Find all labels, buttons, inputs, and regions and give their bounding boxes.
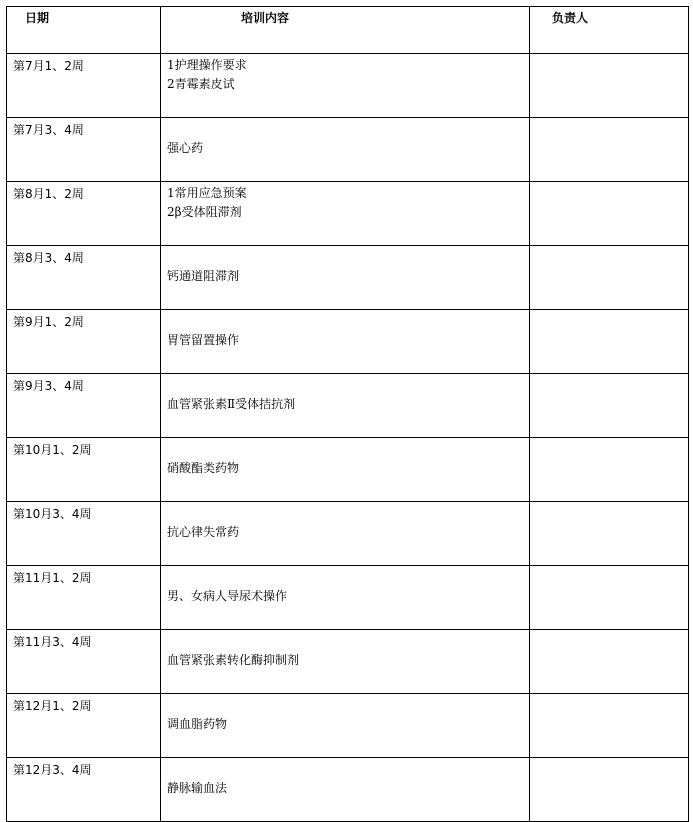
table-row (7, 54, 689, 118)
date-cell: 第10月3、4周 (7, 502, 161, 566)
date-cell: 第11月3、4周 (7, 630, 161, 694)
table-row (7, 374, 689, 438)
date-cell: 第7月3、4周 (7, 118, 161, 182)
date-cell: 第12月1、2周 (7, 694, 161, 758)
training-content (167, 54, 529, 94)
training-content (167, 758, 529, 798)
training-content-cell (161, 502, 530, 566)
header-owner: 负责人 (530, 7, 689, 54)
owner-cell (530, 374, 689, 438)
date-cell: 第9月3、4周 (7, 374, 161, 438)
owner-cell (530, 566, 689, 630)
date-cell: 第8月1、2周 (7, 182, 161, 246)
training-content (167, 630, 529, 670)
owner-cell (530, 118, 689, 182)
date-cell: 第11月1、2周 (7, 566, 161, 630)
training-content-line: 胃管留置操作 (167, 333, 240, 347)
owner-cell (530, 182, 689, 246)
owner-cell (530, 310, 689, 374)
training-content-line: 2青霉素皮试 (167, 77, 235, 91)
owner-cell (530, 502, 689, 566)
training-content-cell (161, 118, 530, 182)
training-content-line: 硝酸酯类药物 (167, 461, 240, 475)
owner-cell (530, 54, 689, 118)
training-content-line: 1护理操作要求 (167, 58, 247, 72)
owner-cell (530, 630, 689, 694)
training-content (167, 310, 529, 350)
training-content-cell (161, 694, 530, 758)
training-content-cell (161, 374, 530, 438)
table-row (7, 694, 689, 758)
training-content-line: 男、女病人导尿术操作 (167, 589, 288, 603)
training-content (167, 374, 529, 414)
table-body (7, 54, 689, 822)
training-content-cell (161, 182, 530, 246)
training-content (167, 118, 529, 158)
training-content-line: 调血脂药物 (167, 717, 228, 731)
table-row (7, 246, 689, 310)
training-content-cell (161, 246, 530, 310)
training-schedule-table (6, 6, 689, 822)
table-row (7, 566, 689, 630)
header-date: 日期 (7, 7, 161, 54)
owner-cell (530, 694, 689, 758)
date-cell: 第12月3、4周 (7, 758, 161, 822)
training-content-cell (161, 310, 530, 374)
table-header-row (7, 7, 689, 54)
training-content-line: 钙通道阻滞剂 (167, 269, 240, 283)
table-row (7, 118, 689, 182)
date-cell: 第7月1、2周 (7, 54, 161, 118)
training-content-line: 2β受体阻滞剂 (167, 205, 242, 219)
owner-cell (530, 246, 689, 310)
training-content-cell (161, 54, 530, 118)
table-row (7, 438, 689, 502)
training-content (167, 182, 529, 222)
owner-cell (530, 438, 689, 502)
training-content (167, 694, 529, 734)
training-content-line: 血管紧张素Ⅱ受体拮抗剂 (167, 397, 296, 411)
table-row (7, 502, 689, 566)
training-content-cell (161, 566, 530, 630)
table-row (7, 182, 689, 246)
table-row (7, 310, 689, 374)
date-cell: 第9月1、2周 (7, 310, 161, 374)
training-content (167, 246, 529, 286)
training-content (167, 438, 529, 478)
training-content-cell (161, 630, 530, 694)
training-content (167, 566, 529, 606)
training-content-cell (161, 758, 530, 822)
table-row (7, 630, 689, 694)
training-content-line: 强心药 (167, 141, 204, 155)
header-content: 培训内容 (161, 7, 530, 54)
date-cell: 第10月1、2周 (7, 438, 161, 502)
training-content-line: 血管紧张素转化酶抑制剂 (167, 653, 300, 667)
table-row (7, 758, 689, 822)
training-content (167, 502, 529, 542)
training-content-line: 1常用应急预案 (167, 186, 247, 200)
training-content-line: 静脉输血法 (167, 781, 228, 795)
training-content-line: 抗心律失常药 (167, 525, 240, 539)
training-content-cell (161, 438, 530, 502)
date-cell: 第8月3、4周 (7, 246, 161, 310)
owner-cell (530, 758, 689, 822)
